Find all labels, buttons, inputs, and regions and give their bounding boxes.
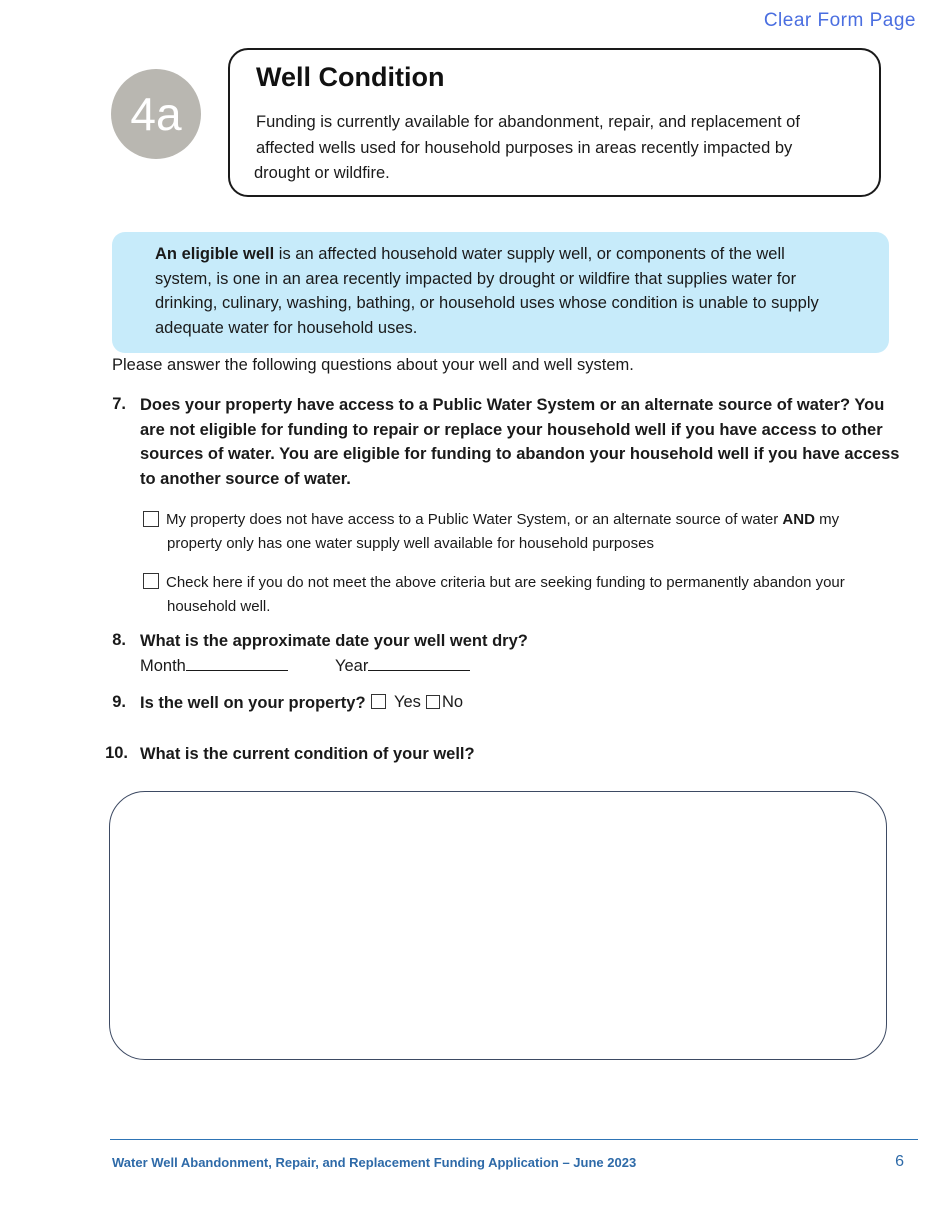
q7-option-1-text: My property does not have access to a Public Water System, or an alternate source of water (166, 511, 783, 528)
question-7-number: 7. (112, 395, 126, 413)
q7-option-2-text: Check here if you do not meet the above criteria but are seeking funding to permanently abandon your (166, 574, 845, 591)
q9-yes-label: Yes (394, 693, 421, 711)
eligible-well-term: An eligible well (155, 245, 275, 263)
section-description-line: affected wells used for household purposes in areas recently impacted by (256, 138, 793, 157)
q7-option-1-label (166, 508, 906, 556)
footer-divider (110, 1139, 918, 1140)
clear-form-link[interactable]: Clear Form Page (763, 10, 916, 31)
question-8-text: What is the approximate date your well went dry? (140, 632, 528, 650)
question-8-number: 8. (112, 631, 126, 649)
q7-option-1-text: property only has one water supply well available for household purposes (167, 535, 654, 552)
question-7-line: to another source of water. (140, 469, 351, 488)
q8-month-field (140, 655, 288, 676)
q8-year-field (335, 655, 470, 676)
question-10-number: 10. (105, 744, 128, 762)
eligible-well-text: is an affected household water supply well, or components of the well (274, 245, 785, 263)
eligible-well-definition (155, 242, 865, 340)
q8-year-label: Year (335, 657, 369, 675)
q7-option-2-text: household well. (167, 598, 271, 615)
question-7-line: Does your property have access to a Public Water System or an alternate source of water? You (140, 396, 885, 414)
q9-no-checkbox[interactable] (426, 695, 440, 709)
q7-option-1-text: my (814, 511, 840, 528)
section-badge (111, 69, 201, 159)
section-description (254, 110, 854, 187)
section-badge-label: 4a (130, 88, 182, 140)
q7-option-1-emphasis: AND (782, 511, 815, 528)
q7-option-1-checkbox[interactable] (143, 511, 159, 527)
q8-month-input[interactable] (186, 655, 288, 671)
q9-yes-checkbox[interactable] (371, 694, 386, 709)
question-9-text: Is the well on your property? (140, 694, 366, 712)
section-title: Well Condition (256, 62, 445, 92)
question-7-text (140, 393, 900, 491)
q8-year-input[interactable] (368, 655, 470, 671)
q7-option-2-label (166, 571, 906, 619)
question-7-line: are not eligible for funding to repair or replace your household well if you have access to other (140, 420, 883, 439)
section-description-line: drought or wildfire. (254, 164, 390, 182)
q10-answer-textarea[interactable] (109, 791, 887, 1060)
q8-month-label: Month (140, 657, 186, 675)
question-9-number: 9. (112, 693, 126, 711)
footer-title: Water Well Abandonment, Repair, and Replacement Funding Application – June 2023 (112, 1155, 637, 1170)
q9-no-label: No (442, 693, 464, 711)
questions-intro: Please answer the following questions about your well and well system. (112, 356, 634, 374)
eligible-well-text: adequate water for household uses. (155, 318, 418, 337)
eligible-well-text: system, is one in an area recently impacted by drought or wildfire that supplies water for (155, 269, 797, 288)
page-number: 6 (895, 1153, 904, 1170)
eligible-well-text: drinking, culinary, washing, bathing, or household uses whose condition is unable to supply (155, 294, 819, 312)
question-7-line: sources of water. You are eligible for funding to abandon your household well if you have access (140, 445, 900, 463)
question-10-text: What is the current condition of your well? (140, 745, 475, 763)
section-description-line: Funding is currently available for abandonment, repair, and replacement of (256, 113, 800, 131)
q7-option-2-checkbox[interactable] (143, 573, 159, 589)
